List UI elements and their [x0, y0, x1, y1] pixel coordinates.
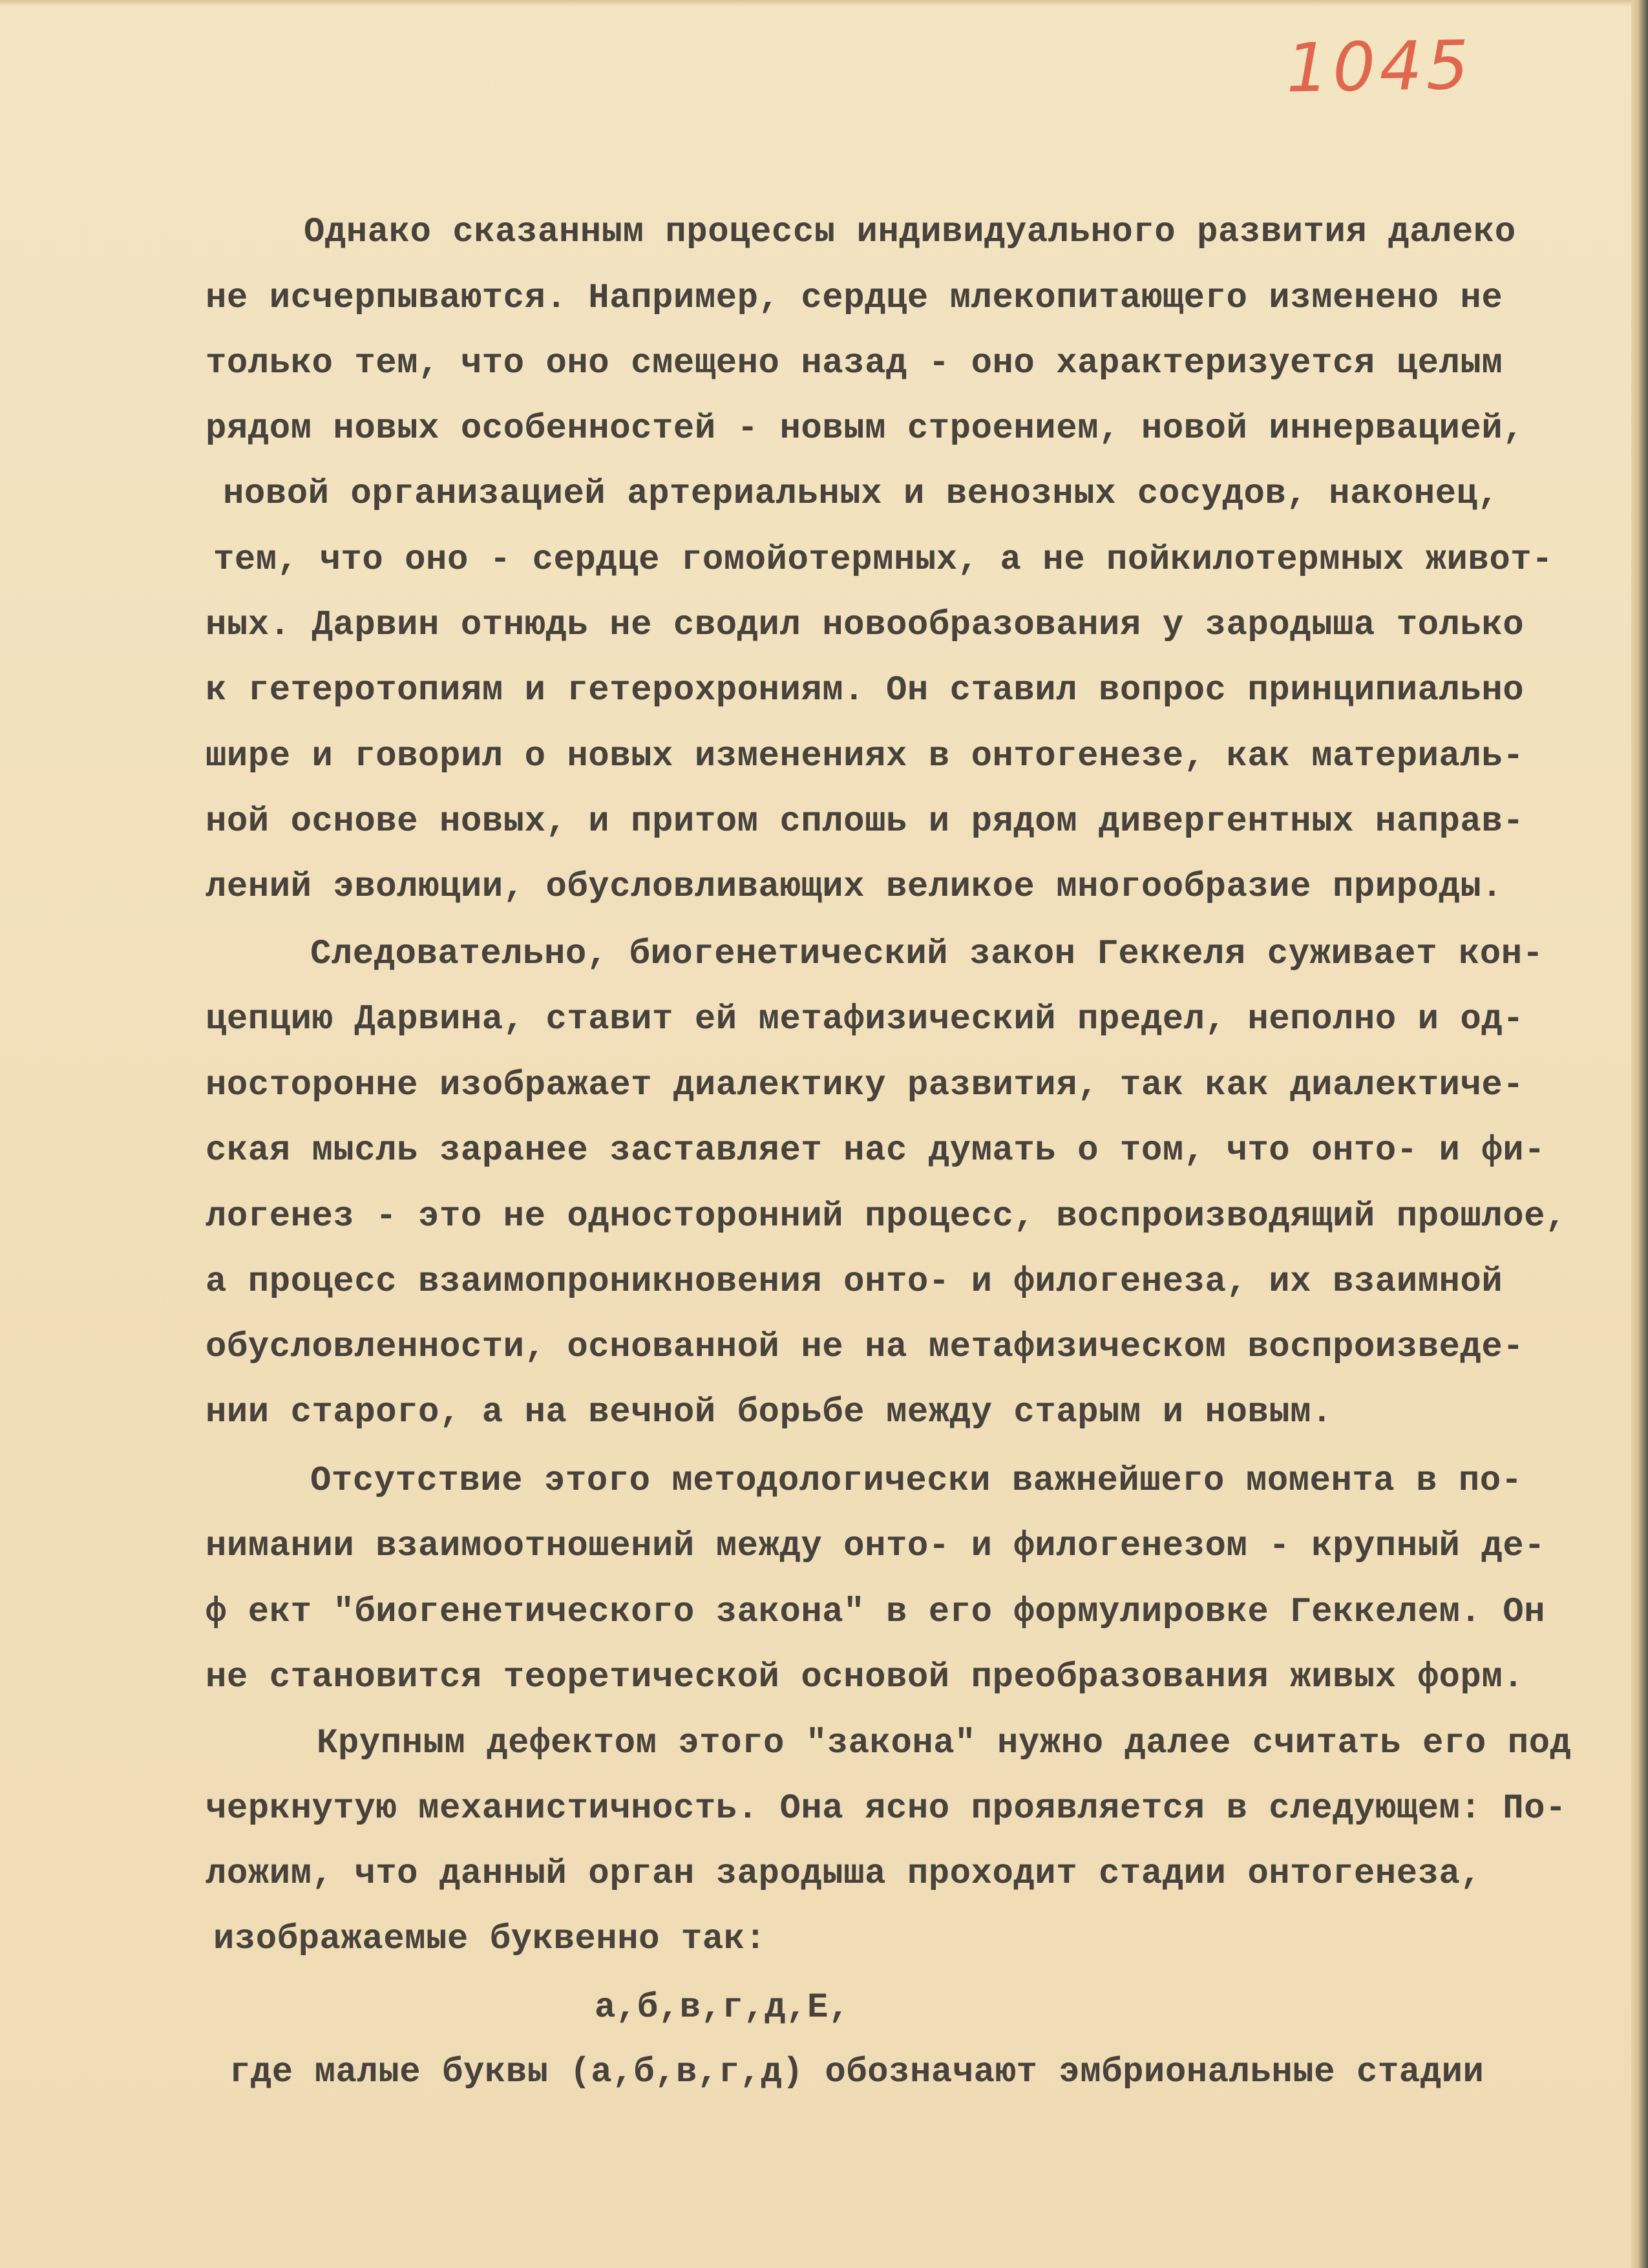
- text-line-20: Отсутствие этого методологически важнейшего момента в по-: [310, 1461, 1523, 1501]
- paper-top-edge: [0, 0, 1648, 6]
- text-line-2: не исчерпываются. Например, сердце млекопитающего изменено не: [206, 279, 1503, 318]
- text-line-27: изображаемые буквенно так:: [213, 1920, 766, 1959]
- text-line-29: где малые буквы (а,б,в,г,д) обозначают эмбриональные стадии: [229, 2053, 1484, 2092]
- text-line-26: ложим, что данный орган зародыша проходит стадии онтогенеза,: [206, 1854, 1482, 1894]
- text-line-11: лений эволюции, обусловливающих великое многообразие природы.: [206, 867, 1503, 907]
- text-line-18: обусловленности, основанной не на метафизическом воспроизведе-: [206, 1328, 1525, 1367]
- text-line-1: Однако сказанным процессы индивидуального развития далеко: [304, 213, 1516, 252]
- text-line-22: ф ект "биогенетического закона" в его формулировке Геккелем. Он: [206, 1593, 1546, 1632]
- text-line-16: логенез - это не односторонний процесс, воспроизводящий прошлое,: [206, 1197, 1567, 1236]
- text-line-10: ной основе новых, и притом сплошь и рядом дивергентных направ-: [206, 802, 1525, 842]
- text-line-14: носторонне изображает диалектику развития, так как диалектиче-: [206, 1066, 1525, 1105]
- text-line-21: нимании взаимоотношений между онто- и филогенезом - крупный де-: [206, 1527, 1546, 1566]
- page-number: 1045: [1285, 25, 1474, 108]
- text-line-28: а,б,в,г,д,Е,: [595, 1988, 850, 2028]
- text-line-12: Следовательно, биогенетический закон Геккеля суживает кон-: [310, 935, 1544, 974]
- paper-right-edge: [1631, 0, 1648, 2268]
- text-line-5: новой организацией артериальных и венозных сосудов, наконец,: [223, 474, 1499, 514]
- text-line-4: рядом новых особенностей - новым строением, новой иннервацией,: [206, 409, 1525, 449]
- text-line-8: к гетеротопиям и гетерохрониям. Он ставил вопрос принципиально: [206, 671, 1525, 710]
- text-line-3: только тем, что оно смещено назад - оно характеризуется целым: [206, 344, 1503, 383]
- text-line-15: ская мысль заранее заставляет нас думать о том, что онто- и фи-: [206, 1131, 1546, 1171]
- text-line-24: Крупным дефектом этого "закона" нужно далее считать его под: [317, 1724, 1572, 1763]
- text-line-13: цепцию Дарвина, ставит ей метафизический предел, неполно и од-: [206, 1000, 1525, 1039]
- text-line-25: черкнутую механистичность. Она ясно проявляется в следующем: По-: [206, 1789, 1567, 1828]
- text-line-19: нии старого, а на вечной борьбе между старым и новым.: [206, 1393, 1333, 1432]
- text-line-9: шире и говорил о новых изменениях в онтогенезе, как материаль-: [206, 737, 1525, 776]
- text-line-23: не становится теоретической основой преобразования живых форм.: [206, 1658, 1525, 1697]
- text-line-7: ных. Дарвин отнюдь не сводил новообразования у зародыша только: [206, 606, 1525, 645]
- text-line-17: а процесс взаимопроникновения онто- и филогенеза, их взаимной: [206, 1262, 1503, 1302]
- text-line-6: тем, что оно - сердце гомойотермных, а не пойкилотермных живот-: [213, 540, 1554, 580]
